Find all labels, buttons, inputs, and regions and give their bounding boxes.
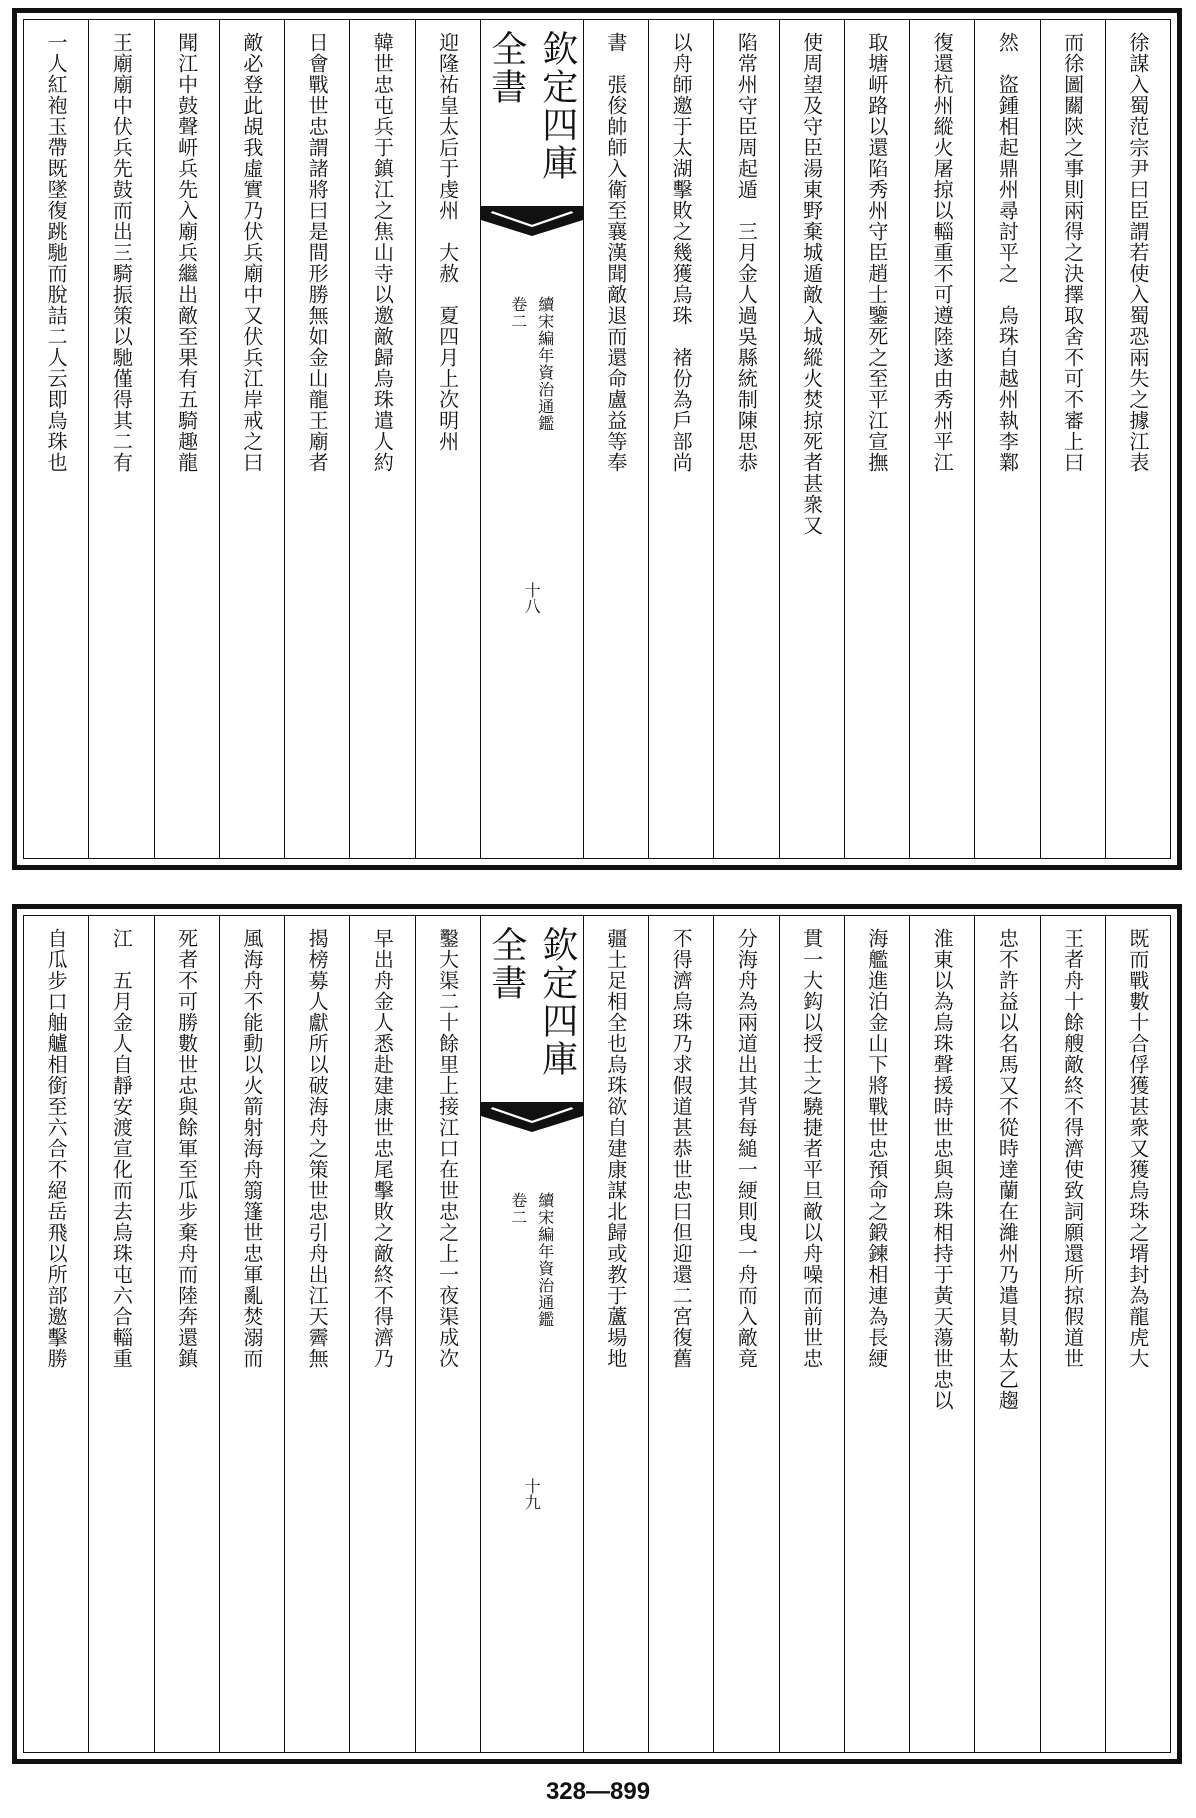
folio-number: 十八 — [522, 582, 542, 614]
column-text: 取塘岍路以還陷秀州守臣趙士鑒死之至平江宣撫 — [864, 32, 889, 473]
page-footer-number: 328—899 — [545, 1778, 651, 1805]
column-text: 陷常州守臣周起遁 三月金人過吳縣統制陳思恭 — [734, 32, 759, 473]
banner-subtitle — [507, 296, 557, 432]
text-column — [1040, 20, 1105, 858]
text-column — [415, 916, 480, 1752]
text-column — [583, 916, 648, 1752]
column-text: 書 張俊帥師入衛至襄漢聞敵退而還命盧益等奉 — [603, 32, 628, 473]
text-column — [219, 20, 284, 858]
text-frame — [23, 915, 1171, 1753]
column-text: 復還杭州縱火屠掠以輜重不可遵陸遂由秀州平江 — [930, 32, 955, 473]
fish-tail-ornament-icon — [481, 206, 583, 236]
column-text: 淮東以為烏珠聲援時世忠與烏珠相持于黃天蕩世忠以 — [930, 928, 955, 1411]
column-text: 徐謀入蜀范宗尹曰臣謂若使入蜀恐兩失之據江表 — [1125, 32, 1150, 473]
column-text: 既而戰數十合俘獲甚衆又獲烏珠之壻封為龍虎大 — [1125, 928, 1150, 1369]
text-column — [88, 20, 153, 858]
column-text: 早出舟金人悉赴建康世忠尾擊敗之敵終不得濟乃 — [370, 928, 395, 1369]
column-text: 忠不許益以名馬又不從時達蘭在濰州乃遣貝勒太乙趨 — [995, 928, 1020, 1411]
text-column — [779, 20, 844, 858]
text-column — [415, 20, 480, 858]
column-text: 而徐圖關陝之事則兩得之決擇取舍不可不審上曰 — [1060, 32, 1085, 473]
page-bottom — [12, 904, 1182, 1764]
banner-subtitle-line: 續宋編年資治通鑑 — [535, 1192, 555, 1328]
column-text: 貫一大鈎以授士之驍捷者平旦敵以舟噪而前世忠 — [799, 928, 824, 1369]
banner-title: 欽定四庫全書 — [485, 926, 578, 1078]
column-text: 韓世忠屯兵于鎮江之焦山寺以邀敵歸烏珠遣人約 — [370, 32, 395, 473]
column-text: 敵必登此覘我虛實乃伏兵廟中又伏兵江岸戒之曰 — [239, 32, 264, 473]
text-column — [284, 20, 349, 858]
column-text: 江 五月金人自靜安渡宣化而去烏珠屯六合輜重 — [109, 928, 134, 1369]
column-text: 以舟師邀于太湖擊敗之幾獲烏珠 褚份為戶部尚 — [669, 32, 694, 473]
text-column — [974, 916, 1039, 1752]
text-column — [88, 916, 153, 1752]
text-column — [1105, 20, 1170, 858]
column-text: 聞江中鼓聲岍兵先入廟兵繼出敵至果有五騎趣龍 — [174, 32, 199, 473]
column-text: 自瓜步口舳艫相銜至六合不絕岳飛以所部邀擊勝 — [44, 928, 69, 1369]
text-column — [1105, 916, 1170, 1752]
column-text: 海艦進泊金山下將戰世忠預命之鍛鍊相連為長綆 — [864, 928, 889, 1369]
banner-title: 欽定四庫全書 — [485, 30, 578, 182]
column-text: 疆土足相全也烏珠欲自建康謀北歸或教于蘆場地 — [603, 928, 628, 1369]
text-column — [713, 916, 778, 1752]
text-column — [648, 20, 713, 858]
column-text: 迎隆祐皇太后于虔州 大赦 夏四月上次明州 — [435, 32, 460, 452]
column-text: 王者舟十餘艘敵終不得濟使致詞願還所掠假道世 — [1060, 928, 1085, 1369]
text-column — [909, 916, 974, 1752]
banner-subtitle-line: 卷二 — [508, 296, 528, 330]
column-text: 然 盜鍾相起鼎州尋討平之 烏珠自越州執李鄴 — [995, 32, 1020, 473]
text-column — [648, 916, 713, 1752]
banner-subtitle-line: 續宋編年資治通鑑 — [535, 296, 555, 432]
text-column — [24, 916, 88, 1752]
text-column — [284, 916, 349, 1752]
text-column — [844, 916, 909, 1752]
text-column — [154, 20, 219, 858]
column-text: 王廟廟中伏兵先鼓而出三騎振策以馳僅得其二有 — [109, 32, 134, 473]
text-column — [349, 20, 414, 858]
center-banner — [480, 916, 583, 1752]
text-column — [349, 916, 414, 1752]
page-top — [12, 8, 1182, 870]
folio-number: 十九 — [522, 1478, 542, 1510]
text-column — [779, 916, 844, 1752]
text-frame — [23, 19, 1171, 859]
column-text: 分海舟為兩道出其背每縋一綆則曳一舟而入敵竟 — [734, 928, 759, 1369]
column-text: 一人紅袍玉帶既墜復跳馳而脫詰二人云即烏珠也 — [44, 32, 69, 473]
fish-tail-ornament-icon — [481, 1102, 583, 1132]
column-text: 使周望及守臣湯東野棄城遁敵入城縱火焚掠死者甚衆又 — [799, 32, 824, 536]
banner-subtitle — [507, 1192, 557, 1328]
text-column — [713, 20, 778, 858]
center-banner — [480, 20, 583, 858]
text-column — [909, 20, 974, 858]
text-column — [974, 20, 1039, 858]
text-column — [219, 916, 284, 1752]
column-text: 不得濟烏珠乃求假道甚恭世忠曰但迎還二宮復舊 — [669, 928, 694, 1369]
text-column — [24, 20, 88, 858]
text-column — [1040, 916, 1105, 1752]
column-text: 死者不可勝數世忠與餘軍至瓜步棄舟而陸奔還鎮 — [174, 928, 199, 1369]
column-text: 揭榜募人獻所以破海舟之策世忠引舟出江天霽無 — [305, 928, 330, 1369]
text-column — [844, 20, 909, 858]
column-text: 鑿大渠二十餘里上接江口在世忠之上一夜渠成次 — [435, 928, 460, 1369]
column-text: 日會戰世忠謂諸將曰是間形勝無如金山龍王廟者 — [305, 32, 330, 473]
text-column — [154, 916, 219, 1752]
column-text: 風海舟不能動以火箭射海舟篛篷世忠軍亂焚溺而 — [239, 928, 264, 1369]
banner-subtitle-line: 卷二 — [508, 1192, 528, 1226]
text-column — [583, 20, 648, 858]
